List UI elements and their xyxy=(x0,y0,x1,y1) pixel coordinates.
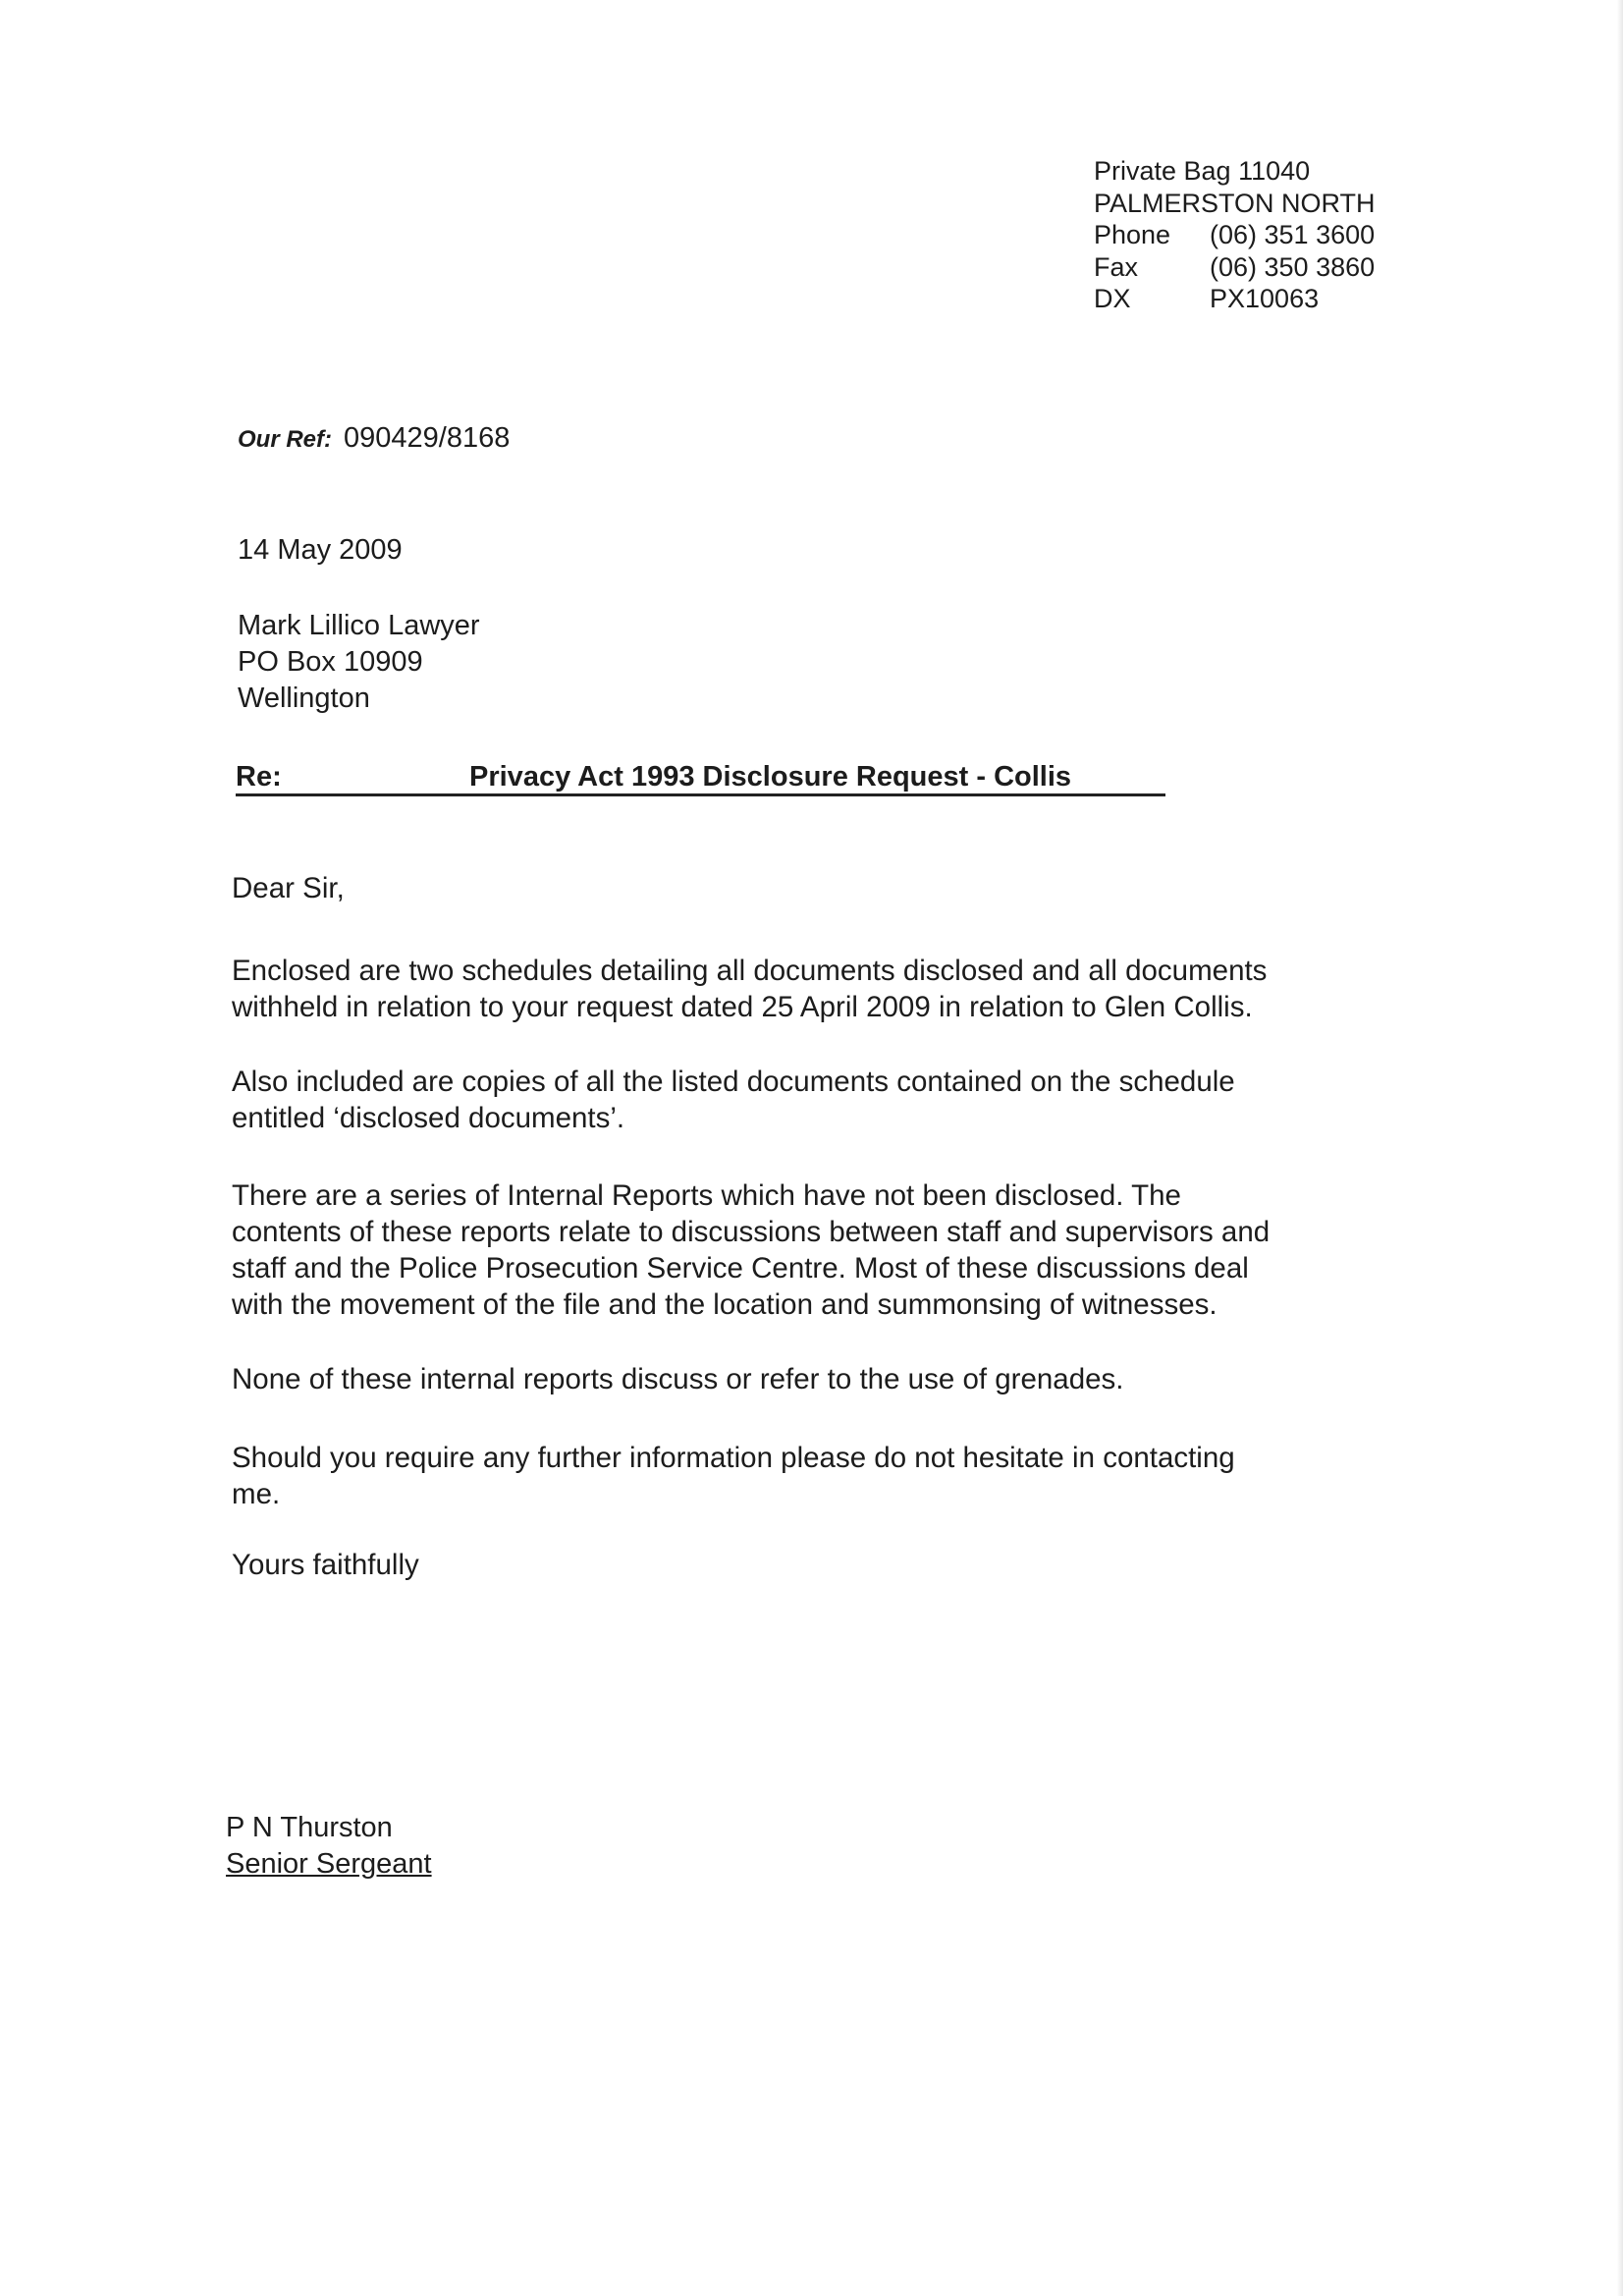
paragraph-4 xyxy=(232,1361,1123,1397)
paragraph-line: staff and the Police Prosecution Service Centre. Most of these discussions deal xyxy=(232,1252,1249,1285)
subject-label: Re: xyxy=(236,761,282,793)
reference xyxy=(238,420,510,458)
signatory-name: P N Thurston xyxy=(226,1812,393,1843)
fax-label: Fax xyxy=(1094,251,1139,282)
paragraph-line: withheld in relation to your request dated 25 April 2009 in relation to Glen Collis. xyxy=(232,991,1253,1023)
paragraph-line: me. xyxy=(232,1478,281,1510)
paragraph-5 xyxy=(232,1440,1235,1512)
phone-row xyxy=(1094,219,1376,251)
recipient-name: Mark Lillico Lawyer xyxy=(238,610,480,641)
address-line: Private Bag 11040 xyxy=(1094,156,1311,186)
paragraph-line: with the movement of the file and the location and summonsing of witnesses. xyxy=(232,1288,1217,1321)
paragraph-line: Should you require any further information please do not hesitate in contacting xyxy=(232,1442,1235,1474)
sender-address xyxy=(1094,155,1376,315)
address-city: PALMERSTON NORTH xyxy=(1094,188,1376,218)
paragraph-1 xyxy=(232,953,1267,1025)
fax-row xyxy=(1094,251,1376,284)
letter-date: 14 May 2009 xyxy=(238,534,403,566)
recipient-city: Wellington xyxy=(238,683,370,714)
dx-label: DX xyxy=(1094,284,1131,313)
paragraph-line: entitled ‘disclosed documents’. xyxy=(232,1102,625,1134)
paragraph-2 xyxy=(232,1064,1235,1136)
paragraph-line: There are a series of Internal Reports which have not been disclosed. The xyxy=(232,1179,1181,1212)
fax-value: (06) 350 3860 xyxy=(1210,251,1376,282)
salutation: Dear Sir, xyxy=(232,872,345,904)
reference-value: 090429/8168 xyxy=(344,422,511,454)
scan-edge xyxy=(1617,0,1623,2296)
reference-label: Our Ref: xyxy=(238,426,332,453)
paragraph-line: Also included are copies of all the listed documents contained on the schedule xyxy=(232,1066,1235,1098)
paragraph-line: contents of these reports relate to discussions between staff and supervisors and xyxy=(232,1216,1271,1248)
phone-value: (06) 351 3600 xyxy=(1210,220,1376,249)
subject-line xyxy=(236,760,1165,796)
dx-value: PX10063 xyxy=(1210,284,1320,313)
signature-block xyxy=(226,1810,432,1883)
recipient xyxy=(238,608,480,717)
recipient-address: PO Box 10909 xyxy=(238,646,423,678)
paragraph-line: None of these internal reports discuss or refer to the use of grenades. xyxy=(232,1363,1124,1395)
phone-label: Phone xyxy=(1094,220,1171,249)
closing: Yours faithfully xyxy=(232,1549,419,1581)
signatory-title: Senior Sergeant xyxy=(226,1848,432,1880)
paragraph-line: Enclosed are two schedules detailing all documents disclosed and all documents xyxy=(232,955,1268,987)
subject-text: Privacy Act 1993 Disclosure Request - Collis xyxy=(469,761,1072,793)
paragraph-3 xyxy=(232,1177,1270,1323)
dx-row xyxy=(1094,283,1376,315)
